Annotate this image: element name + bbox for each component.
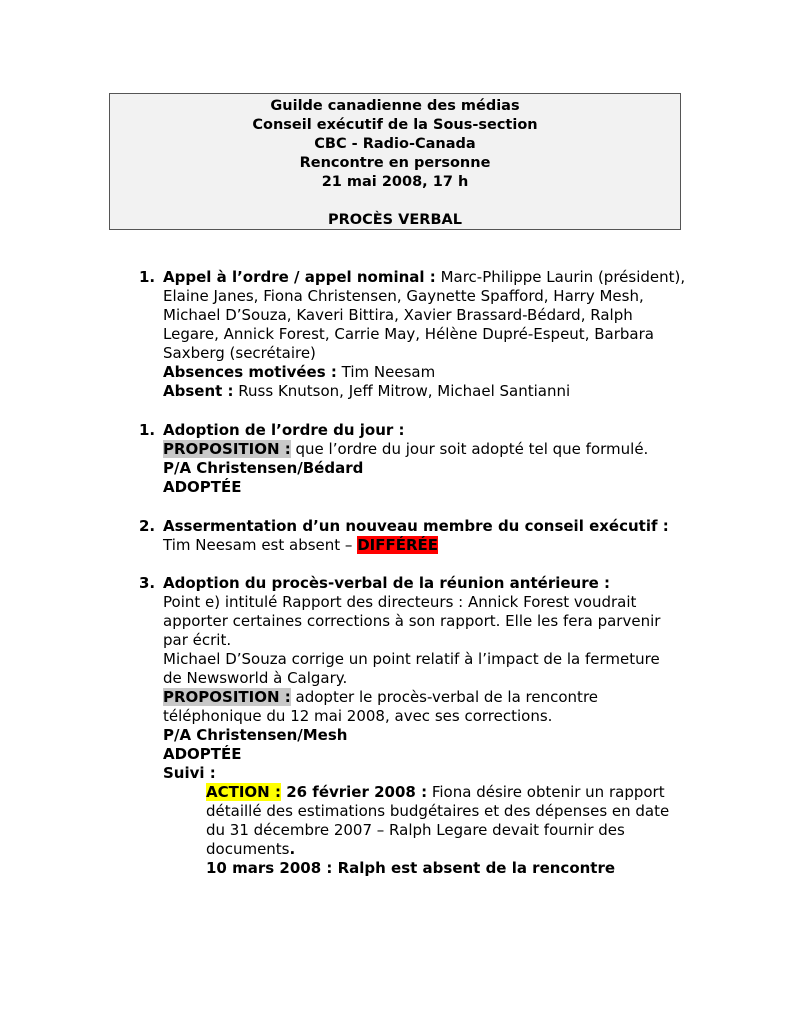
item-title: Assermentation d’un nouveau membre du conseil exécutif : [163, 517, 669, 535]
item-number: 2. [139, 517, 156, 535]
item-title: Adoption du procès-verbal de la réunion antérieure : [163, 574, 610, 592]
section-name: CBC - Radio-Canada [314, 136, 476, 152]
item-number: 1. [139, 268, 156, 286]
status-badge: ADOPTÉE [163, 478, 242, 496]
meeting-type: Rencontre en personne [299, 155, 491, 171]
mover-seconder: P/A Christensen/Bédard [163, 459, 364, 477]
page-title: PROCÈS VERBAL [328, 212, 462, 228]
item-title: Appel à l’ordre / appel nominal : [163, 268, 436, 286]
mover-seconder: P/A Christensen/Mesh [163, 726, 348, 744]
absent-label: Absent : [163, 382, 234, 400]
council-name: Conseil exécutif de la Sous-section [252, 117, 538, 133]
meeting-date: 21 mai 2008, 17 h [321, 174, 469, 190]
item-title: Adoption de l’ordre du jour : [163, 421, 405, 439]
proposition-label: PROPOSITION : [163, 440, 291, 458]
followup-note: 10 mars 2008 : Ralph est absent de la rencontre [206, 859, 616, 877]
proposition-label: PROPOSITION : [163, 688, 291, 706]
deferred-badge: DIFFÉRÉE [357, 536, 439, 554]
item-number: 1. [139, 421, 156, 439]
org-name: Guilde canadienne des médias [270, 98, 520, 114]
item-number: 3. [139, 574, 156, 592]
status-badge: ADOPTÉE [163, 745, 242, 763]
excused-label: Absences motivées : [163, 363, 337, 381]
action-label: ACTION : [206, 783, 281, 801]
header-box [109, 93, 681, 230]
followup-label: Suivi : [163, 764, 216, 782]
